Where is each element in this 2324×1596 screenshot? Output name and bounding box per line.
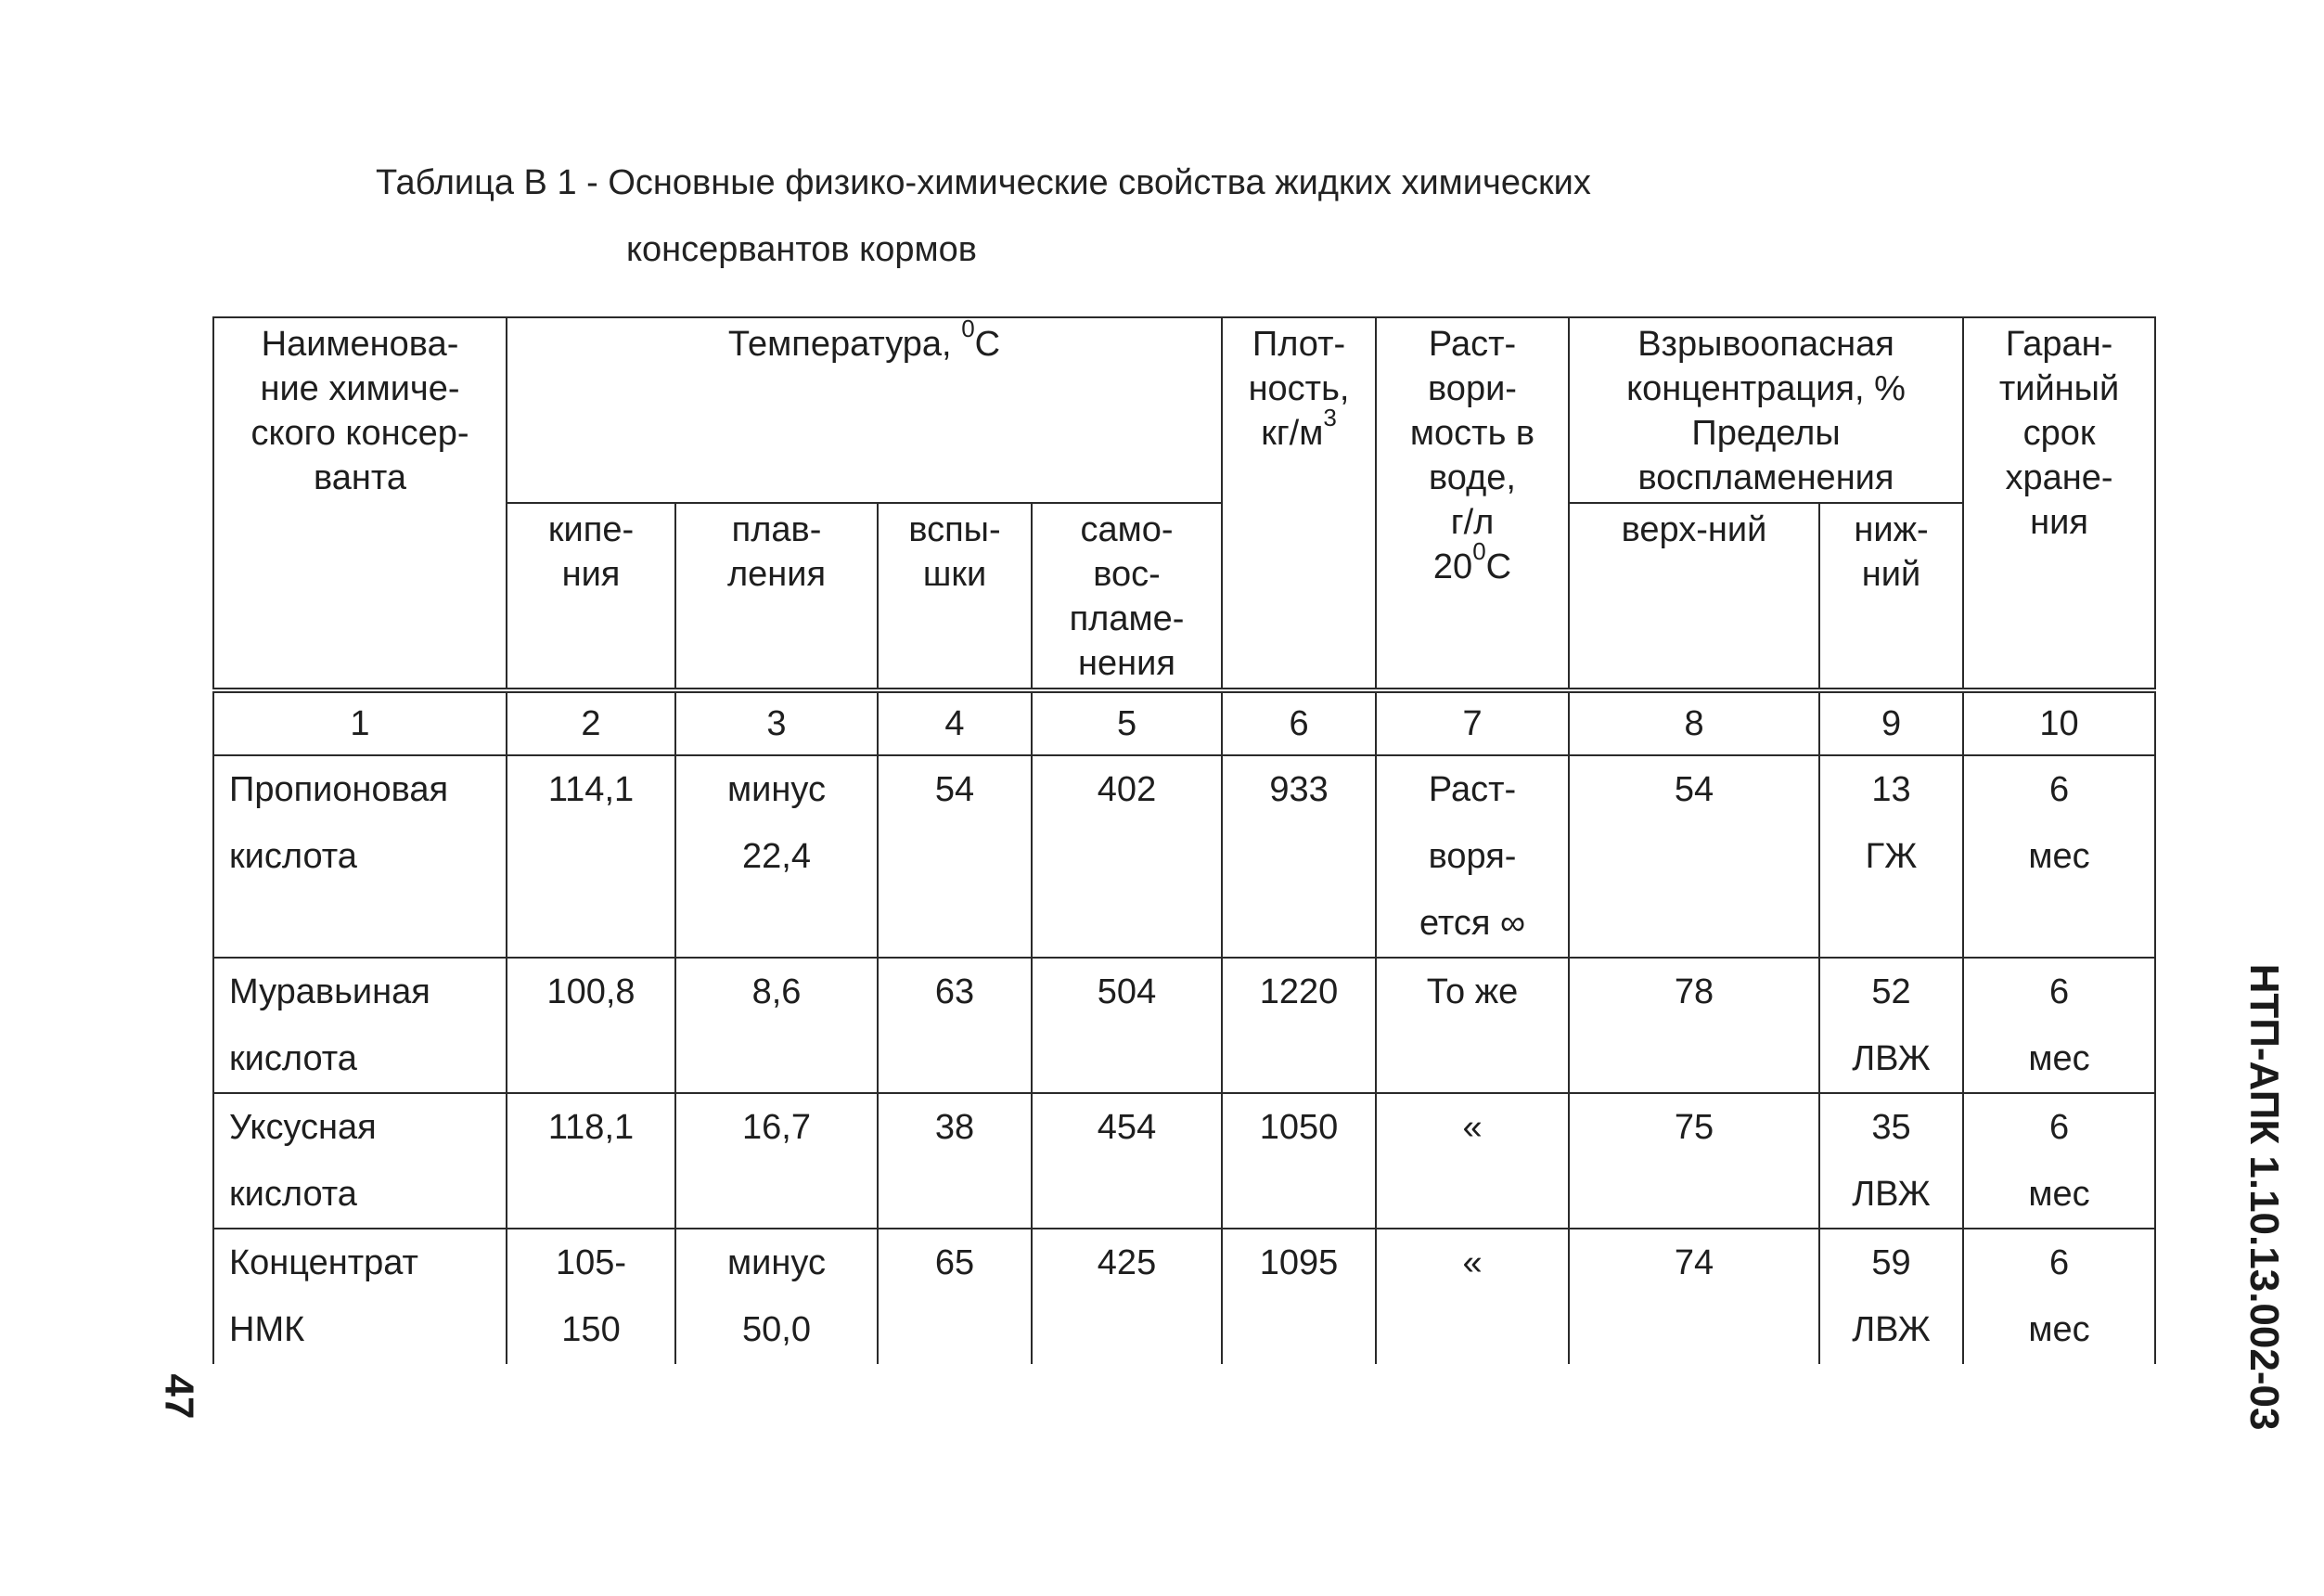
- cell-line: 105-: [555, 1243, 627, 1282]
- table-row: [213, 1229, 2155, 1364]
- cell-line: ЛВЖ: [1852, 1039, 1931, 1078]
- header-temperature-degree: 0: [961, 317, 975, 343]
- cell-melting: [675, 755, 878, 958]
- cell-upper: [1569, 1229, 1819, 1364]
- cell-line: мес: [2028, 837, 2090, 876]
- header-melting: [675, 503, 878, 690]
- cell-flash: [878, 958, 1032, 1093]
- column-number: 6: [1222, 690, 1376, 755]
- cell-line: минус: [727, 770, 826, 809]
- header-density-unit: кг/м: [1261, 414, 1324, 453]
- cell-line: мес: [2028, 1039, 2090, 1078]
- table-row: [213, 1093, 2155, 1229]
- cell-line: То же: [1426, 972, 1519, 1011]
- cell-line: мес: [2028, 1175, 2090, 1214]
- header-temperature: [507, 317, 1222, 503]
- header-explosive-line: Взрывоопасная: [1637, 325, 1894, 364]
- header-warranty-line: срок: [2022, 414, 2096, 453]
- cell-line: Раст-: [1428, 770, 1517, 809]
- cell-line: 54: [1674, 770, 1714, 809]
- cell-density: [1222, 755, 1376, 958]
- header-warranty-line: хране-: [2005, 458, 2113, 497]
- header-warranty-line: Гаран-: [2005, 325, 2113, 364]
- cell-line: 54: [934, 770, 975, 809]
- cell-line: 59: [1871, 1243, 1911, 1282]
- cell-line: 118,1: [547, 1108, 635, 1147]
- cell-line: Уксусная: [229, 1108, 377, 1147]
- cell-line: 78: [1674, 972, 1714, 1011]
- table-caption-line-1: Таблица В 1 - Основные физико-химические свойства жидких химических: [376, 163, 1591, 202]
- cell-line: 8,6: [751, 972, 802, 1011]
- cell-line: 114,1: [547, 770, 635, 809]
- header-boiling: [507, 503, 675, 690]
- cell-upper: [1569, 958, 1819, 1093]
- header-flash-line: шки: [922, 555, 987, 594]
- cell-density: [1222, 1229, 1376, 1364]
- cell-line: ется ∞: [1419, 904, 1526, 943]
- column-number: 1: [213, 690, 507, 755]
- cell-melting: [675, 958, 878, 1093]
- cell-boiling: [507, 958, 675, 1093]
- cell-warranty: [1963, 1229, 2155, 1364]
- cell-line: 35: [1871, 1108, 1911, 1147]
- cell-flash: [878, 1229, 1032, 1364]
- column-number: 3: [675, 690, 878, 755]
- header-lower: [1819, 503, 1963, 690]
- header-lower-line: ниж-: [1854, 510, 1929, 549]
- header-boiling-line: кипе-: [547, 510, 635, 549]
- header-explosive-line: концентрация, %: [1626, 369, 1906, 408]
- cell-warranty: [1963, 1093, 2155, 1229]
- cell-name: [213, 958, 507, 1093]
- cell-line: Пропионовая: [229, 770, 449, 809]
- cell-line: 504: [1097, 972, 1157, 1011]
- table-caption-line-2: консервантов кормов: [626, 230, 977, 269]
- header-autoignition-line: вос-: [1093, 555, 1161, 594]
- cell-line: 75: [1674, 1108, 1714, 1147]
- header-upper-line: верх-ний: [1621, 510, 1767, 549]
- cell-line: ЛВЖ: [1852, 1310, 1931, 1349]
- header-solubility-degree: 0: [1472, 537, 1486, 566]
- cell-line: 933: [1269, 770, 1329, 809]
- header-boiling-line: ния: [561, 555, 621, 594]
- header-temperature-label: Температура,: [727, 325, 952, 364]
- header-name: [213, 317, 507, 690]
- header-explosive-line: Пределы: [1691, 414, 1841, 453]
- cell-warranty: [1963, 755, 2155, 958]
- cell-line: 454: [1097, 1108, 1157, 1147]
- cell-line: НМК: [229, 1310, 305, 1349]
- cell-line: кислота: [229, 837, 357, 876]
- cell-line: кислота: [229, 1039, 357, 1078]
- cell-line: 150: [561, 1310, 621, 1349]
- table-row: [213, 958, 2155, 1093]
- column-number: 2: [507, 690, 675, 755]
- column-number: 4: [878, 690, 1032, 755]
- cell-line: 52: [1871, 972, 1911, 1011]
- header-flash: [878, 503, 1032, 690]
- header-name-line: ского консер-: [250, 414, 469, 453]
- header-melting-line: плав-: [731, 510, 822, 549]
- header-solubility: [1376, 317, 1569, 690]
- cell-flash: [878, 1093, 1032, 1229]
- cell-line: 13: [1871, 770, 1911, 809]
- header-name-line: ние химиче-: [260, 369, 460, 408]
- document-code: НТП-АПК 1.10.13.002-03: [2241, 963, 2287, 1431]
- cell-density: [1222, 958, 1376, 1093]
- cell-line: 6: [2048, 1243, 2070, 1282]
- cell-line: 6: [2048, 770, 2070, 809]
- cell-line: 402: [1097, 770, 1157, 809]
- cell-lower: [1819, 958, 1963, 1093]
- column-number: 9: [1819, 690, 1963, 755]
- header-flash-line: вспы-: [908, 510, 1001, 549]
- cell-name: [213, 1093, 507, 1229]
- cell-line: 63: [934, 972, 975, 1011]
- header-autoignition-line: само-: [1080, 510, 1174, 549]
- column-number: 10: [1963, 690, 2155, 755]
- cell-solubility: [1376, 958, 1569, 1093]
- header-explosive-line: воспламенения: [1637, 458, 1894, 497]
- header-density-line: ность,: [1248, 369, 1350, 408]
- cell-solubility: [1376, 1093, 1569, 1229]
- cell-line: 1050: [1259, 1108, 1339, 1147]
- header-solubility-line: г/л: [1450, 503, 1495, 542]
- properties-table: [212, 316, 2156, 1364]
- header-warranty-line: ния: [2030, 503, 2088, 542]
- header-autoignition-line: нения: [1078, 644, 1175, 683]
- data-body: [213, 755, 2155, 1364]
- cell-density: [1222, 1093, 1376, 1229]
- column-numbers-row: [213, 690, 2155, 755]
- cell-boiling: [507, 755, 675, 958]
- column-number: 5: [1032, 690, 1222, 755]
- cell-solubility: [1376, 755, 1569, 958]
- cell-line: 65: [934, 1243, 975, 1282]
- cell-name: [213, 755, 507, 958]
- cell-line: 74: [1674, 1243, 1714, 1282]
- cell-line: Муравьиная: [229, 972, 430, 1011]
- header-density-unit-sup: 3: [1323, 404, 1337, 432]
- cell-upper: [1569, 1093, 1819, 1229]
- table-row: [213, 755, 2155, 958]
- cell-boiling: [507, 1229, 675, 1364]
- cell-line: «: [1462, 1243, 1483, 1282]
- header-solubility-line: мость в: [1409, 414, 1535, 453]
- cell-line: ЛВЖ: [1852, 1175, 1931, 1214]
- cell-line: 50,0: [742, 1310, 811, 1349]
- header-solubility-line: воде,: [1429, 458, 1516, 497]
- column-number: 8: [1569, 690, 1819, 755]
- cell-line: 425: [1097, 1243, 1157, 1282]
- header-explosive: [1569, 317, 1963, 503]
- cell-line: 1220: [1259, 972, 1339, 1011]
- cell-line: мес: [2028, 1310, 2090, 1349]
- header-solubility-line: Раст-: [1428, 325, 1517, 364]
- cell-line: 6: [2048, 972, 2070, 1011]
- cell-warranty: [1963, 958, 2155, 1093]
- header-upper: [1569, 503, 1819, 690]
- header-autoignition-line: пламе-: [1069, 599, 1185, 638]
- cell-solubility: [1376, 1229, 1569, 1364]
- cell-line: ГЖ: [1865, 837, 1918, 876]
- header-autoignition: [1032, 503, 1222, 690]
- header-temperature-unit: С: [974, 325, 1001, 364]
- header-name-line: Наименова-: [261, 325, 459, 364]
- page-number: 47: [156, 1373, 202, 1420]
- cell-melting: [675, 1093, 878, 1229]
- cell-line: «: [1462, 1108, 1483, 1147]
- cell-autoignition: [1032, 958, 1222, 1093]
- header-density: [1222, 317, 1376, 690]
- cell-flash: [878, 755, 1032, 958]
- cell-line: 100,8: [546, 972, 636, 1011]
- cell-lower: [1819, 755, 1963, 958]
- cell-line: воря-: [1428, 837, 1517, 876]
- header-name-line: ванта: [314, 458, 406, 497]
- header-melting-line: ления: [726, 555, 827, 594]
- cell-autoignition: [1032, 755, 1222, 958]
- cell-line: Концентрат: [229, 1243, 418, 1282]
- cell-lower: [1819, 1229, 1963, 1364]
- cell-boiling: [507, 1093, 675, 1229]
- column-number: 7: [1376, 690, 1569, 755]
- cell-lower: [1819, 1093, 1963, 1229]
- cell-autoignition: [1032, 1229, 1222, 1364]
- header-warranty-line: тийный: [1998, 369, 2120, 408]
- cell-line: 16,7: [742, 1108, 811, 1147]
- header-warranty: [1963, 317, 2155, 690]
- cell-line: кислота: [229, 1175, 357, 1214]
- cell-line: 22,4: [742, 837, 811, 876]
- cell-line: 6: [2048, 1108, 2070, 1147]
- cell-name: [213, 1229, 507, 1364]
- header-solubility-temp: 20: [1432, 547, 1473, 586]
- cell-melting: [675, 1229, 878, 1364]
- cell-line: 38: [934, 1108, 975, 1147]
- cell-line: 1095: [1259, 1243, 1339, 1282]
- header-solubility-unit: С: [1485, 547, 1512, 586]
- header-lower-line: ний: [1861, 555, 1921, 594]
- cell-line: минус: [727, 1243, 826, 1282]
- header-solubility-line: вори-: [1428, 369, 1517, 408]
- cell-autoignition: [1032, 1093, 1222, 1229]
- header-density-line: Плот-: [1252, 325, 1346, 364]
- cell-upper: [1569, 755, 1819, 958]
